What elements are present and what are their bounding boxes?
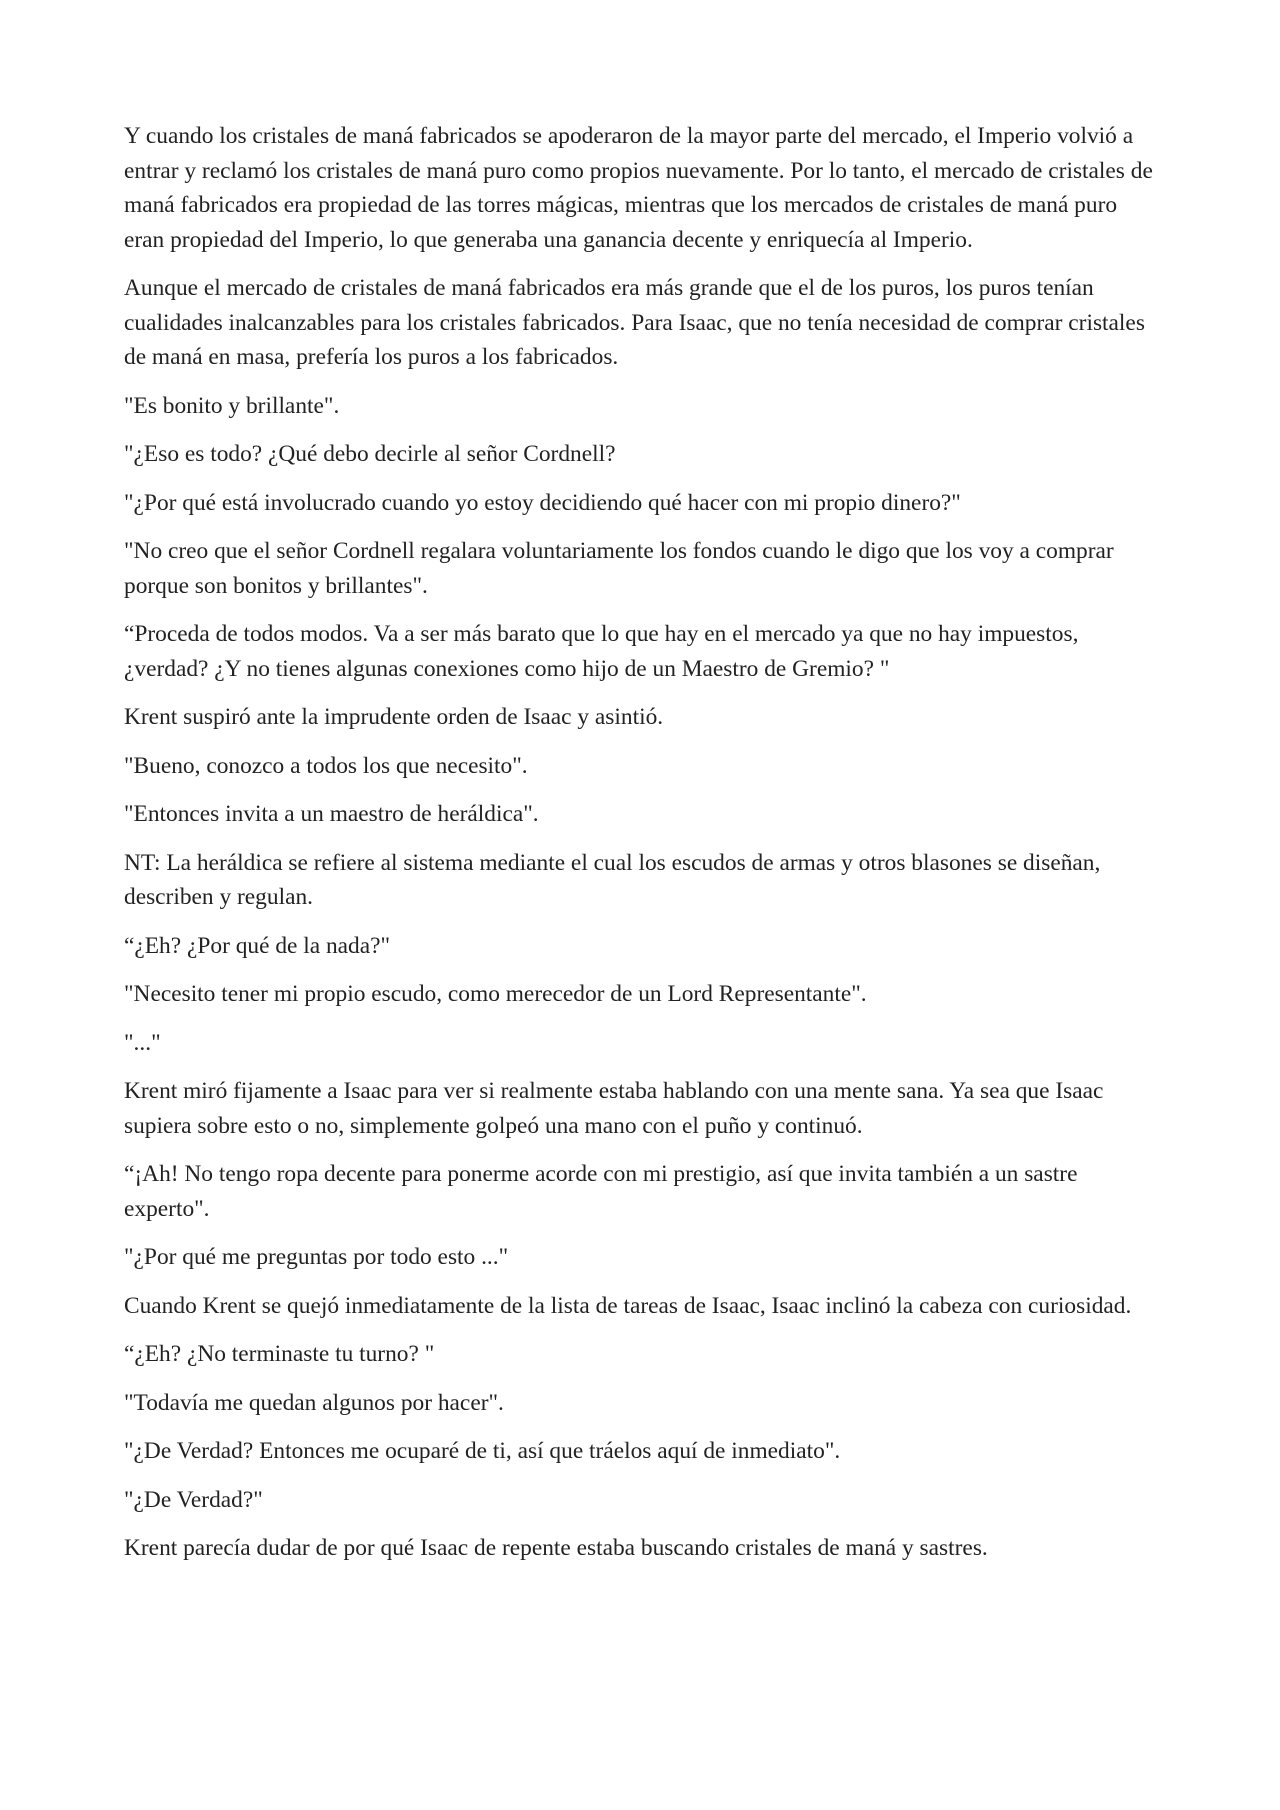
paragraph: “¿Eh? ¿Por qué de la nada?": [124, 932, 391, 959]
paragraph: "¿De Verdad?": [124, 1486, 263, 1513]
paragraph: “¡Ah! No tengo ropa decente para ponerme acorde con mi prestigio, así que invita también a un sastre experto".: [124, 1161, 1078, 1222]
paragraph: Aunque el mercado de cristales de maná fabricados era más grande que el de los puros, los puros tenían cualidades inalcanzables para los cristales fabricados. Para Isaac, que no tenía necesidad de comprar cristales de maná en masa, prefería los puros a los fabricados.: [124, 275, 1145, 370]
paragraph: "No creo que el señor Cordnell regalara voluntariamente los fondos cuando le digo que los voy a comprar porque son bonitos y brillantes".: [124, 538, 1114, 599]
paragraph: Y cuando los cristales de maná fabricados se apoderaron de la mayor parte del mercado, el Imperio volvió a entrar y reclamó los cristales de maná puro como propios nuevamente. Por lo tanto, el mercado de cristales de maná fabricados era propiedad de las torres mágicas, mientras que los mercados de cristales de maná puro eran propiedad del Imperio, lo que generaba una ganancia decente y enriquecía al Imperio.: [124, 123, 1153, 253]
paragraph: Krent suspiró ante la imprudente orden de Isaac y asintió.: [124, 704, 664, 730]
paragraph: "Necesito tener mi propio escudo, como merecedor de un Lord Representante".: [124, 981, 867, 1007]
paragraph: "¿Por qué me preguntas por todo esto ...": [124, 1244, 509, 1270]
paragraph: "Entonces invita a un maestro de heráldica".: [124, 801, 539, 827]
paragraph: "Es bonito y brillante".: [124, 392, 340, 419]
document-body: [124, 119, 1160, 1580]
paragraph: "¿Eso es todo? ¿Qué debo decirle al señor Cordnell?: [124, 441, 616, 467]
paragraph: “¿Eh? ¿No terminaste tu turno? ": [124, 1341, 435, 1367]
paragraph: Cuando Krent se quejó inmediatamente de la lista de tareas de Isaac, Isaac inclinó la cabeza con curiosidad.: [124, 1292, 1132, 1319]
paragraph: "Todavía me quedan algunos por hacer".: [124, 1389, 504, 1416]
paragraph: “Proceda de todos modos. Va a ser más barato que lo que hay en el mercado ya que no hay impuestos, ¿verdad? ¿Y no tienes algunas conexiones como hijo de un Maestro de Gremio? ": [124, 621, 1079, 682]
paragraph: "Bueno, conozco a todos los que necesito".: [124, 752, 528, 779]
paragraph: "¿De Verdad? Entonces me ocuparé de ti, así que tráelos aquí de inmediato".: [124, 1438, 841, 1464]
paragraph: "¿Por qué está involucrado cuando yo estoy decidiendo qué hacer con mi propio dinero?": [124, 489, 961, 516]
paragraph: "...": [124, 1029, 161, 1056]
paragraph: Krent parecía dudar de por qué Isaac de repente estaba buscando cristales de maná y sastres.: [124, 1535, 988, 1561]
translator-note: NT: La heráldica se refiere al sistema mediante el cual los escudos de armas y otros blasones se diseñan, describen y regulan.: [124, 849, 1101, 910]
paragraph: Krent miró fijamente a Isaac para ver si realmente estaba hablando con una mente sana. Ya sea que Isaac supiera sobre esto o no, simplemente golpeó una mano con el puño y continuó.: [124, 1078, 1104, 1139]
